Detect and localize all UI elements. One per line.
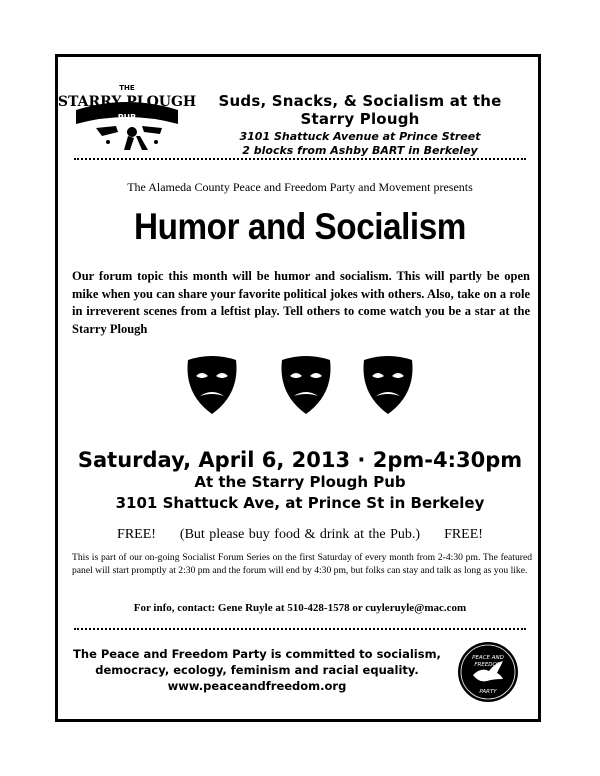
header xyxy=(190,92,530,157)
starry-plough-logo xyxy=(57,80,197,152)
footer xyxy=(72,646,442,694)
theater-mask-icon xyxy=(186,356,238,416)
free-line xyxy=(60,527,540,543)
header-address: 3101 Shattuck Avenue at Prince Street xyxy=(239,130,481,143)
contact-line: For info, contact: Gene Ruyle at 510-428-1578 or cuyleruyle@mac.com xyxy=(133,602,467,614)
page-title: Humor and Socialism xyxy=(134,206,466,247)
dotted-divider-top xyxy=(74,158,526,160)
event-venue: At the Starry Plough Pub xyxy=(194,473,406,491)
dotted-divider-bottom xyxy=(74,628,526,630)
theater-mask-icon xyxy=(362,356,414,416)
masks-row xyxy=(186,356,426,416)
intro-paragraph: Our forum topic this month will be humor and socialism. This will partly be open mike when you can share your favorite political jokes with others. Also, take on a role in irreverent scenes from a leftist play. Tell others to come watch you be a star at the Starry Plough xyxy=(72,269,530,336)
badge-line2: FREEDOM xyxy=(474,662,502,668)
logo-line3: PUB xyxy=(117,113,137,122)
free-left: FREE! xyxy=(117,527,156,542)
event-address: 3101 Shattuck Ave, at Prince St in Berkeley xyxy=(115,494,485,512)
peace-and-freedom-party-badge xyxy=(457,641,519,703)
header-headline: Suds, Snacks, & Socialism at the Starry Plough xyxy=(218,92,502,128)
footer-line1: The Peace and Freedom Party is committed to socialism, xyxy=(73,647,441,661)
badge-line1: PEACE AND xyxy=(472,655,504,661)
badge-line3: PARTY xyxy=(479,689,497,695)
theater-mask-icon xyxy=(280,356,332,416)
footer-website: www.peaceandfreedom.org xyxy=(167,679,347,693)
series-paragraph: This is part of our on-going Socialist Forum Series on the first Saturday of every month from 2-4:30 pm. The featured panel will start promptly at 2:30 pm and the forum will end by 4:30 pm, but folks can stay and talk as long as you like. xyxy=(72,552,532,577)
logo-line2: STARRY PLOUGH xyxy=(57,94,197,110)
footer-line2: democracy, ecology, feminism and racial equality. xyxy=(95,663,419,677)
header-directions: 2 blocks from Ashby BART in Berkeley xyxy=(242,144,478,157)
event-date: Saturday, April 6, 2013 · 2pm-4:30pm xyxy=(77,448,523,472)
logo-line1: THE xyxy=(119,84,135,92)
free-middle: (But please buy food & drink at the Pub.) xyxy=(179,527,421,542)
free-right: FREE! xyxy=(444,527,483,542)
presenter-line: The Alameda County Peace and Freedom Party and Movement presents xyxy=(127,180,473,194)
